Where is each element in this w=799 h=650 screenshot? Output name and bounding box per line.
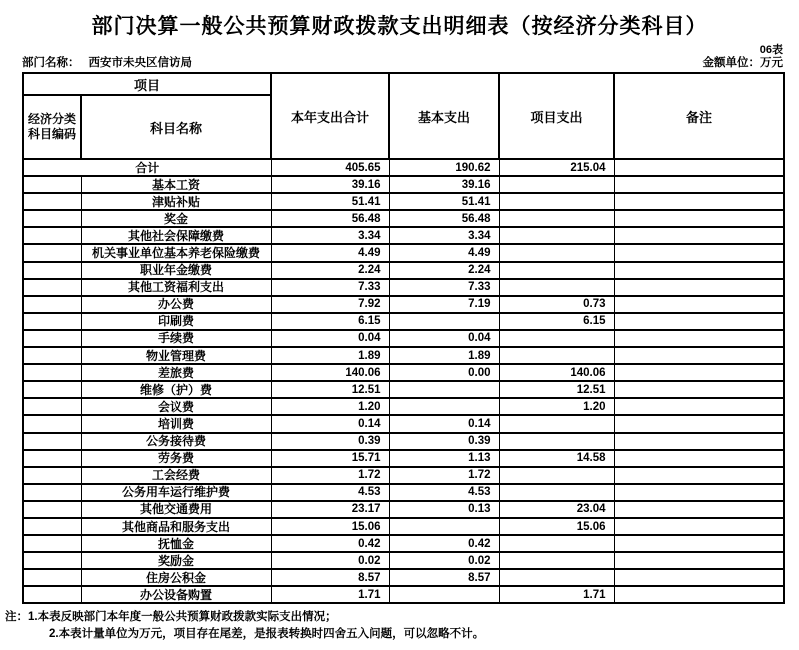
project-expense-cell: 6.15 bbox=[499, 313, 614, 330]
subject-cell: 会议费 bbox=[81, 398, 271, 415]
table-row bbox=[23, 176, 784, 193]
table-row bbox=[23, 347, 784, 364]
year-total-cell: 56.48 bbox=[271, 210, 389, 227]
subject-cell: 工会经费 bbox=[81, 467, 271, 484]
unit-label: 金额单位：万元 bbox=[702, 57, 783, 69]
subject-cell: 手续费 bbox=[81, 330, 271, 347]
basic-expense-cell: 2.24 bbox=[389, 262, 499, 279]
code-cell bbox=[23, 398, 81, 415]
project-expense-cell: 15.06 bbox=[499, 518, 614, 535]
basic-expense-cell: 7.33 bbox=[389, 279, 499, 296]
basic-expense-cell: 51.41 bbox=[389, 193, 499, 210]
table-row bbox=[23, 501, 784, 518]
remark-cell bbox=[614, 381, 784, 398]
year-total-cell: 0.39 bbox=[271, 433, 389, 450]
subject-cell: 津贴补贴 bbox=[81, 193, 271, 210]
code-cell bbox=[23, 313, 81, 330]
project-expense-cell bbox=[499, 227, 614, 244]
meta-row bbox=[0, 56, 799, 72]
code-cell bbox=[23, 279, 81, 296]
year-total-cell: 1.71 bbox=[271, 586, 389, 603]
table-row bbox=[23, 279, 784, 296]
project-expense-cell bbox=[499, 467, 614, 484]
basic-expense-cell: 0.00 bbox=[389, 364, 499, 381]
subject-cell: 培训费 bbox=[81, 415, 271, 432]
table-row bbox=[23, 433, 784, 450]
project-expense-cell bbox=[499, 279, 614, 296]
remark-cell bbox=[614, 176, 784, 193]
basic-expense-cell: 0.04 bbox=[389, 330, 499, 347]
basic-expense-cell: 1.89 bbox=[389, 347, 499, 364]
basic-expense-cell: 8.57 bbox=[389, 569, 499, 586]
table-body bbox=[23, 159, 784, 603]
code-cell bbox=[23, 381, 81, 398]
remark-cell bbox=[614, 330, 784, 347]
code-cell bbox=[23, 193, 81, 210]
remark-cell bbox=[614, 535, 784, 552]
project-expense-cell bbox=[499, 330, 614, 347]
code-cell bbox=[23, 586, 81, 603]
remark-cell bbox=[614, 552, 784, 569]
table-row bbox=[23, 535, 784, 552]
subject-cell: 物业管理费 bbox=[81, 347, 271, 364]
table-row bbox=[23, 398, 784, 415]
code-cell bbox=[23, 501, 81, 518]
year-total-cell: 0.04 bbox=[271, 330, 389, 347]
year-total-cell: 6.15 bbox=[271, 313, 389, 330]
department-line bbox=[22, 57, 192, 70]
subject-cell: 住房公积金 bbox=[81, 569, 271, 586]
table-row bbox=[23, 381, 784, 398]
basic-expense-cell: 190.62 bbox=[389, 159, 499, 176]
basic-expense-cell bbox=[389, 313, 499, 330]
table-row bbox=[23, 586, 784, 603]
subject-cell: 公务接待费 bbox=[81, 433, 271, 450]
table-row bbox=[23, 159, 784, 176]
code-cell bbox=[23, 176, 81, 193]
subject-cell: 其他商品和服务支出 bbox=[81, 518, 271, 535]
year-total-cell: 8.57 bbox=[271, 569, 389, 586]
basic-expense-cell: 0.42 bbox=[389, 535, 499, 552]
remark-cell bbox=[614, 501, 784, 518]
remark-cell bbox=[614, 364, 784, 381]
code-cell bbox=[23, 467, 81, 484]
note-line-1 bbox=[5, 609, 799, 626]
code-cell bbox=[23, 433, 81, 450]
year-total-cell: 3.34 bbox=[271, 227, 389, 244]
department-label: 部门名称： bbox=[22, 57, 80, 69]
subject-cell: 办公费 bbox=[81, 296, 271, 313]
table-row bbox=[23, 569, 784, 586]
note-text-2: 2.本表计量单位为万元，项目存在尾差，是报表转换时四舍五入问题，可以忽略不计。 bbox=[49, 628, 485, 641]
subject-cell: 抚恤金 bbox=[81, 535, 271, 552]
table-row bbox=[23, 296, 784, 313]
remark-cell bbox=[614, 450, 784, 467]
subject-cell: 机关事业单位基本养老保险缴费 bbox=[81, 244, 271, 261]
year-total-cell: 7.92 bbox=[271, 296, 389, 313]
table-row bbox=[23, 210, 784, 227]
basic-expense-cell: 39.16 bbox=[389, 176, 499, 193]
code-cell bbox=[23, 450, 81, 467]
basic-expense-cell: 7.19 bbox=[389, 296, 499, 313]
code-cell bbox=[23, 535, 81, 552]
project-expense-cell bbox=[499, 193, 614, 210]
subject-cell: 其他工资福利支出 bbox=[81, 279, 271, 296]
basic-expense-cell bbox=[389, 518, 499, 535]
project-expense-cell bbox=[499, 484, 614, 501]
project-expense-cell bbox=[499, 415, 614, 432]
year-total-cell: 7.33 bbox=[271, 279, 389, 296]
year-total-cell: 2.24 bbox=[271, 262, 389, 279]
basic-expense-cell: 0.02 bbox=[389, 552, 499, 569]
basic-expense-cell bbox=[389, 381, 499, 398]
year-total-cell: 0.14 bbox=[271, 415, 389, 432]
page-title: 部门决算一般公共预算财政拨款支出明细表（按经济分类科目） bbox=[91, 15, 708, 38]
remark-cell bbox=[614, 313, 784, 330]
year-total-cell: 4.49 bbox=[271, 244, 389, 261]
remark-cell bbox=[614, 569, 784, 586]
col-header-remark: 备注 bbox=[614, 73, 784, 159]
basic-expense-cell: 0.14 bbox=[389, 415, 499, 432]
project-expense-cell: 1.71 bbox=[499, 586, 614, 603]
year-total-cell: 1.72 bbox=[271, 467, 389, 484]
code-cell bbox=[23, 364, 81, 381]
basic-expense-cell: 4.49 bbox=[389, 244, 499, 261]
project-expense-cell: 140.06 bbox=[499, 364, 614, 381]
code-cell bbox=[23, 210, 81, 227]
col-header-code bbox=[23, 95, 81, 159]
year-total-cell: 15.06 bbox=[271, 518, 389, 535]
basic-expense-cell: 0.13 bbox=[389, 501, 499, 518]
col-header-code-line2: 科目编码 bbox=[27, 127, 76, 141]
remark-cell bbox=[614, 398, 784, 415]
project-expense-cell: 14.58 bbox=[499, 450, 614, 467]
year-total-cell: 1.89 bbox=[271, 347, 389, 364]
remark-cell bbox=[614, 279, 784, 296]
basic-expense-cell: 56.48 bbox=[389, 210, 499, 227]
subject-cell: 公务用车运行维护费 bbox=[81, 484, 271, 501]
subject-cell: 维修（护）费 bbox=[81, 381, 271, 398]
basic-expense-cell bbox=[389, 398, 499, 415]
project-expense-cell bbox=[499, 535, 614, 552]
code-cell bbox=[23, 262, 81, 279]
col-header-code-line1: 经济分类 bbox=[27, 112, 76, 126]
subject-cell: 奖金 bbox=[81, 210, 271, 227]
year-total-cell: 1.20 bbox=[271, 398, 389, 415]
subject-cell: 劳务费 bbox=[81, 450, 271, 467]
table-row bbox=[23, 262, 784, 279]
code-cell bbox=[23, 518, 81, 535]
table-row bbox=[23, 364, 784, 381]
remark-cell bbox=[614, 415, 784, 432]
project-expense-cell: 215.04 bbox=[499, 159, 614, 176]
note-text-1: 1.本表反映部门本年度一般公共预算财政拨款实际支出情况； bbox=[28, 611, 337, 624]
subject-cell: 职业年金缴费 bbox=[81, 262, 271, 279]
code-cell bbox=[23, 347, 81, 364]
project-expense-cell: 0.73 bbox=[499, 296, 614, 313]
project-expense-cell bbox=[499, 569, 614, 586]
project-expense-cell: 12.51 bbox=[499, 381, 614, 398]
project-expense-cell: 1.20 bbox=[499, 398, 614, 415]
project-expense-cell bbox=[499, 210, 614, 227]
table-row bbox=[23, 450, 784, 467]
project-expense-cell bbox=[499, 244, 614, 261]
project-group-header: 项目 bbox=[23, 73, 271, 95]
table-row bbox=[23, 193, 784, 210]
year-total-cell: 23.17 bbox=[271, 501, 389, 518]
remark-cell bbox=[614, 518, 784, 535]
subject-cell: 合计 bbox=[23, 159, 271, 176]
subject-cell: 差旅费 bbox=[81, 364, 271, 381]
basic-expense-cell: 0.39 bbox=[389, 433, 499, 450]
remark-cell bbox=[614, 347, 784, 364]
subject-cell: 奖励金 bbox=[81, 552, 271, 569]
code-cell bbox=[23, 569, 81, 586]
remark-cell bbox=[614, 296, 784, 313]
subject-cell: 基本工资 bbox=[81, 176, 271, 193]
basic-expense-cell: 1.72 bbox=[389, 467, 499, 484]
year-total-cell: 15.71 bbox=[271, 450, 389, 467]
project-expense-cell bbox=[499, 347, 614, 364]
project-expense-cell: 23.04 bbox=[499, 501, 614, 518]
header-row-project bbox=[23, 73, 784, 95]
year-total-cell: 140.06 bbox=[271, 364, 389, 381]
remark-cell bbox=[614, 159, 784, 176]
table-row bbox=[23, 415, 784, 432]
notes bbox=[0, 609, 799, 643]
remark-cell bbox=[614, 244, 784, 261]
code-cell bbox=[23, 296, 81, 313]
subject-cell: 办公设备购置 bbox=[81, 586, 271, 603]
code-cell bbox=[23, 244, 81, 261]
table-row bbox=[23, 313, 784, 330]
project-expense-cell bbox=[499, 262, 614, 279]
basic-expense-cell: 4.53 bbox=[389, 484, 499, 501]
basic-expense-cell: 3.34 bbox=[389, 227, 499, 244]
remark-cell bbox=[614, 193, 784, 210]
table-number: 06表 bbox=[759, 44, 783, 56]
subject-cell: 印刷费 bbox=[81, 313, 271, 330]
year-total-cell: 0.42 bbox=[271, 535, 389, 552]
note-prefix: 注： bbox=[5, 611, 28, 624]
code-cell bbox=[23, 227, 81, 244]
remark-cell bbox=[614, 262, 784, 279]
year-total-cell: 405.65 bbox=[271, 159, 389, 176]
year-total-cell: 12.51 bbox=[271, 381, 389, 398]
year-total-cell: 4.53 bbox=[271, 484, 389, 501]
remark-cell bbox=[614, 433, 784, 450]
remark-cell bbox=[614, 210, 784, 227]
year-total-cell: 0.02 bbox=[271, 552, 389, 569]
col-header-year-total: 本年支出合计 bbox=[271, 73, 389, 159]
expenditure-table bbox=[22, 72, 785, 604]
code-cell bbox=[23, 330, 81, 347]
col-header-basic: 基本支出 bbox=[389, 73, 499, 159]
table-row bbox=[23, 484, 784, 501]
col-header-subject: 科目名称 bbox=[81, 95, 271, 159]
table-row bbox=[23, 227, 784, 244]
remark-cell bbox=[614, 467, 784, 484]
basic-expense-cell: 1.13 bbox=[389, 450, 499, 467]
department-name: 西安市未央区信访局 bbox=[88, 57, 192, 69]
code-cell bbox=[23, 484, 81, 501]
table-row bbox=[23, 518, 784, 535]
year-total-cell: 39.16 bbox=[271, 176, 389, 193]
basic-expense-cell bbox=[389, 586, 499, 603]
note-line-2 bbox=[5, 626, 799, 643]
remark-cell bbox=[614, 586, 784, 603]
table-row bbox=[23, 244, 784, 261]
code-cell bbox=[23, 552, 81, 569]
subject-cell: 其他交通费用 bbox=[81, 501, 271, 518]
subject-cell: 其他社会保障缴费 bbox=[81, 227, 271, 244]
year-total-cell: 51.41 bbox=[271, 193, 389, 210]
code-cell bbox=[23, 415, 81, 432]
project-expense-cell bbox=[499, 433, 614, 450]
col-header-project: 项目支出 bbox=[499, 73, 614, 159]
table-row bbox=[23, 330, 784, 347]
table-row bbox=[23, 552, 784, 569]
remark-cell bbox=[614, 484, 784, 501]
project-expense-cell bbox=[499, 552, 614, 569]
table-row bbox=[23, 467, 784, 484]
remark-cell bbox=[614, 227, 784, 244]
project-expense-cell bbox=[499, 176, 614, 193]
